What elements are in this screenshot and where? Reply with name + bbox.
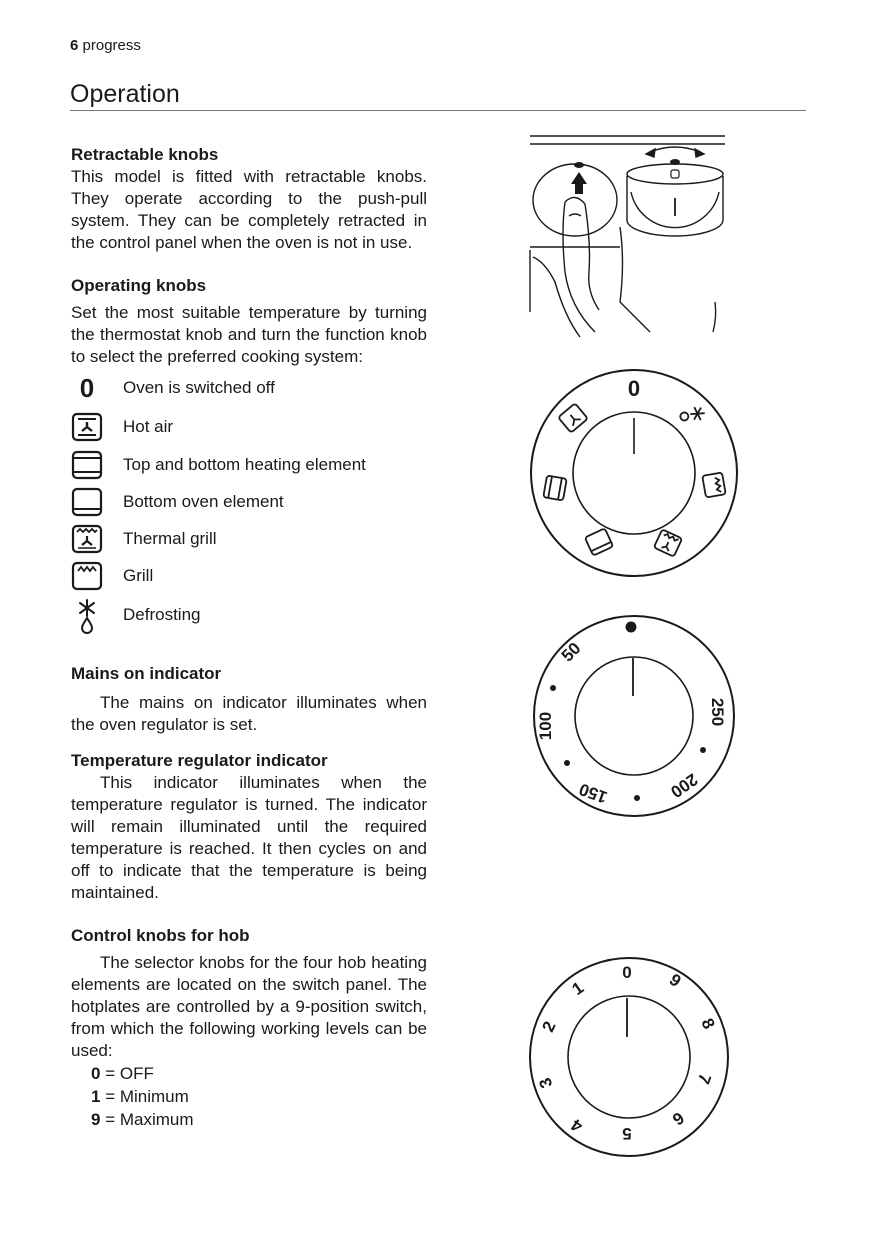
- operating-body: Set the most suitable temperature by turning the thermostat knob and turn the function knob to select the preferred cooking system:: [71, 303, 427, 366]
- operating-heading: Operating knobs: [71, 276, 207, 295]
- symbol-label: Grill: [123, 566, 154, 585]
- temp-label: 200: [667, 769, 702, 802]
- symbol-row-thermal-grill: [70, 524, 450, 554]
- symbol-label: Oven is switched off: [123, 378, 275, 397]
- temp-label: 50: [557, 638, 585, 666]
- brand-name: progress: [82, 37, 141, 54]
- level-label: 0: [622, 963, 632, 982]
- hob-levels-list: [91, 1062, 194, 1131]
- temp-indicator-section: [71, 750, 427, 904]
- mains-section: [71, 663, 427, 736]
- symbol-row-hot-air: [70, 412, 450, 442]
- top-bottom-heat-icon: [543, 475, 567, 500]
- dial-zero-label: 0: [627, 376, 641, 401]
- title-rule: [70, 110, 806, 111]
- retractable-heading: Retractable knobs: [71, 145, 219, 164]
- level-label: 4: [567, 1115, 587, 1137]
- temp-label: 250: [708, 697, 727, 727]
- level-label: 6: [668, 1108, 688, 1130]
- symbol-label: Thermal grill: [123, 529, 217, 548]
- defrost-icon: [679, 401, 706, 428]
- level-label: 8: [697, 1015, 719, 1032]
- temp-indicator-heading: Temperature regulator indicator: [71, 751, 328, 770]
- level-item: 1 = Minimum: [91, 1087, 189, 1106]
- hob-knob-dial: [527, 957, 731, 1161]
- symbol-row-top-bottom: [70, 450, 450, 480]
- mains-heading: Mains on indicator: [71, 664, 222, 683]
- defrost-icon: [70, 598, 104, 634]
- retractable-section: [71, 144, 427, 254]
- temp-label: 100: [536, 711, 555, 741]
- symbol-label: Bottom oven element: [123, 492, 284, 511]
- grill-icon: [70, 561, 104, 591]
- level-label: 5: [622, 1124, 632, 1143]
- hot-air-icon: [70, 412, 104, 442]
- section-title: Operation: [70, 80, 180, 108]
- hot-air-icon: [558, 403, 588, 432]
- temp-label: 150: [576, 779, 610, 807]
- top-bottom-heat-icon: [70, 450, 104, 480]
- level-label: 2: [538, 1018, 560, 1035]
- level-item: 9 = Maximum: [91, 1110, 194, 1129]
- thermostat-knob-dial: [527, 614, 741, 818]
- symbol-row-bottom: [70, 487, 450, 517]
- thermal-grill-icon: [70, 524, 104, 554]
- grill-icon: [702, 472, 726, 497]
- page-number: 6: [70, 37, 79, 54]
- operating-section: [71, 275, 427, 368]
- hob-section: [71, 925, 427, 1062]
- svg-text:0: 0: [79, 373, 95, 403]
- retractable-knob-illustration: [525, 132, 735, 342]
- bottom-heat-icon: [70, 487, 104, 517]
- bottom-heat-icon: [585, 528, 613, 555]
- page-header: [70, 37, 141, 54]
- symbol-row-grill: [70, 561, 450, 591]
- symbol-row-defrost: [70, 598, 450, 634]
- symbol-label: Hot air: [123, 417, 174, 436]
- hob-heading: Control knobs for hob: [71, 926, 250, 945]
- level-label: 9: [665, 969, 685, 991]
- level-label: 3: [535, 1075, 557, 1091]
- symbol-label: Defrosting: [123, 605, 201, 624]
- hob-body: The selector knobs for the four hob heating elements are located on the switch panel. The hotplates are controlled by a 9-position switch, from which the following working levels can be used:: [71, 953, 427, 1060]
- temp-indicator-body: This indicator illuminates when the temperature regulator is turned. The indicator will remain illuminated until the required temperature is reached. It then cycles on and off to indicate that the temperature is being maintained.: [71, 773, 427, 902]
- zero-symbol-icon: [70, 373, 104, 403]
- symbol-row-off: [70, 373, 450, 403]
- level-label: 7: [693, 1071, 715, 1087]
- thermal-grill-icon: [654, 529, 682, 556]
- function-knob-dial: [527, 366, 741, 580]
- symbol-label: Top and bottom heating element: [123, 455, 366, 474]
- level-item: 0 = OFF: [91, 1064, 154, 1083]
- retractable-body: This model is fitted with retractable knobs. They operate according to the push-pull system. They can be completely retracted in the control panel when the oven is not in use.: [71, 167, 427, 252]
- mains-body: The mains on indicator illuminates when the oven regulator is set.: [71, 693, 427, 734]
- level-label: 1: [568, 977, 588, 999]
